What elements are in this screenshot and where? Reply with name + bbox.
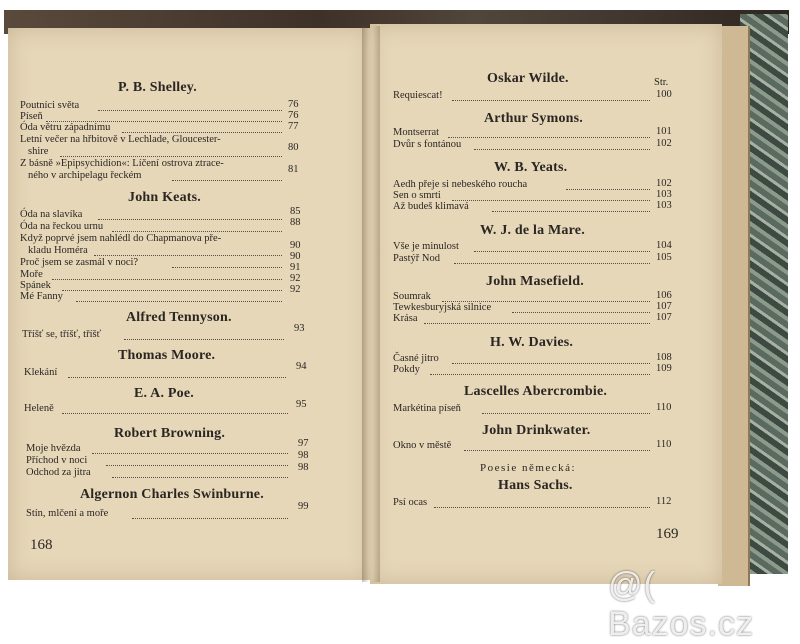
toc-page: 92 bbox=[290, 284, 301, 295]
leader-dots bbox=[52, 278, 282, 280]
toc-entry: Soumrak bbox=[393, 291, 431, 302]
author-heading: Lascelles Abercrombie. bbox=[464, 384, 608, 399]
leader-dots bbox=[92, 452, 288, 454]
leader-dots bbox=[454, 262, 650, 264]
leader-dots bbox=[94, 254, 282, 256]
toc-page: 76 bbox=[288, 110, 299, 121]
leader-dots bbox=[112, 476, 288, 478]
toc-entry: Proč jsem se zasmál v noci? bbox=[20, 257, 139, 268]
leader-dots bbox=[132, 517, 288, 519]
leader-dots bbox=[98, 218, 282, 220]
toc-entry: Odchod za jitra bbox=[26, 467, 91, 478]
toc-page: 99 bbox=[298, 501, 309, 512]
toc-page: 100 bbox=[656, 89, 672, 100]
leader-dots bbox=[76, 300, 282, 302]
toc-entry: Až budeš klimavá bbox=[393, 201, 469, 212]
author-heading: Robert Browning. bbox=[114, 426, 226, 441]
toc-page: 76 bbox=[288, 99, 299, 110]
toc-entry: Vše je minulost bbox=[393, 241, 459, 252]
leader-dots bbox=[474, 148, 650, 150]
toc-page: 101 bbox=[656, 126, 672, 137]
page-edges bbox=[718, 26, 750, 586]
toc-entry: Óda větru západnímu bbox=[20, 122, 111, 133]
toc-entry: Sen o smrti bbox=[393, 190, 441, 201]
toc-entry: Klekání bbox=[24, 367, 58, 378]
toc-entry: Óda na slavíka bbox=[20, 209, 83, 220]
toc-entry: Pastýř Nod bbox=[393, 253, 440, 264]
page-number: 168 bbox=[30, 537, 53, 553]
toc-page: 109 bbox=[656, 363, 672, 374]
toc-page: 88 bbox=[290, 217, 301, 228]
toc-entry: Dvůr s fontánou bbox=[393, 139, 462, 150]
author-heading: Alfred Tennyson. bbox=[126, 310, 232, 325]
toc-entry: Óda na řeckou urnu bbox=[20, 221, 104, 232]
toc-entry: Tříšť se, tříšť, tříšť bbox=[22, 329, 102, 340]
toc-page: 103 bbox=[656, 189, 672, 200]
language-subheading: Poesie německá: bbox=[480, 462, 577, 474]
leader-dots bbox=[434, 506, 650, 508]
leader-dots bbox=[464, 449, 650, 451]
toc-page: 108 bbox=[656, 352, 672, 363]
toc-page: 77 bbox=[288, 121, 299, 132]
toc-entry: Z básně »Epipsychidion«: Líčení ostrova ztrace- bbox=[20, 158, 224, 169]
leader-dots bbox=[452, 199, 650, 201]
author-heading: Hans Sachs. bbox=[498, 478, 573, 493]
leader-dots bbox=[566, 188, 650, 190]
toc-page: 104 bbox=[656, 240, 672, 251]
page-column-label: Str. bbox=[654, 77, 669, 88]
toc-entry: Markétina píseň bbox=[393, 403, 461, 414]
toc-entry: Psí ocas bbox=[393, 497, 428, 508]
toc-entry: Heleně bbox=[24, 403, 54, 414]
toc-entry: Aedh přeje si nebeského roucha bbox=[393, 179, 528, 190]
toc-page: 110 bbox=[656, 439, 672, 450]
leader-dots bbox=[112, 230, 282, 232]
toc-entry: Requiescat! bbox=[393, 90, 443, 101]
toc-entry: Moře bbox=[20, 269, 43, 280]
toc-page: 98 bbox=[298, 450, 309, 461]
toc-entry: Poutníci světa bbox=[20, 100, 80, 111]
leader-dots bbox=[482, 412, 650, 414]
author-heading: H. W. Davies. bbox=[490, 335, 574, 350]
author-heading: John Masefield. bbox=[486, 274, 584, 289]
leader-dots bbox=[172, 179, 282, 181]
toc-page: 112 bbox=[656, 496, 672, 507]
toc-entry: kladu Homéra bbox=[28, 245, 88, 256]
toc-entry: Mé Fanny bbox=[20, 291, 63, 302]
leader-dots bbox=[452, 362, 650, 364]
leader-dots bbox=[430, 373, 650, 375]
author-heading: Thomas Moore. bbox=[118, 348, 216, 363]
toc-entry: Tewkesburyjská silnice bbox=[393, 302, 492, 313]
leader-dots bbox=[448, 136, 650, 138]
toc-page: 93 bbox=[294, 323, 305, 334]
toc-page: 98 bbox=[298, 462, 309, 473]
toc-page: 103 bbox=[656, 200, 672, 211]
toc-page: 92 bbox=[290, 273, 301, 284]
leader-dots bbox=[62, 412, 288, 414]
author-heading: Oskar Wilde. bbox=[487, 71, 569, 86]
toc-page: 94 bbox=[296, 361, 307, 372]
leader-dots bbox=[452, 99, 650, 101]
toc-entry: Když poprvé jsem nahlédl do Chapmanova pře- bbox=[20, 233, 222, 244]
watermark-logo: @( Bazos.cz bbox=[608, 566, 754, 643]
toc-page: 102 bbox=[656, 138, 672, 149]
leader-dots bbox=[512, 311, 650, 313]
toc-entry: Montserrat bbox=[393, 127, 440, 138]
toc-entry: ného v archipelagu řeckém bbox=[28, 170, 142, 181]
toc-page: 102 bbox=[656, 178, 672, 189]
toc-page: 90 bbox=[290, 240, 301, 251]
leader-dots bbox=[492, 210, 650, 212]
toc-page: 85 bbox=[290, 206, 301, 217]
toc-page: 105 bbox=[656, 252, 672, 263]
toc-entry: Letní večer na hřbitově v Lechlade, Gloucester- bbox=[20, 134, 221, 145]
toc-entry: Spánek bbox=[20, 280, 51, 291]
leader-dots bbox=[474, 250, 650, 252]
leader-dots bbox=[122, 131, 282, 133]
author-heading: John Keats. bbox=[128, 190, 201, 205]
toc-page: 97 bbox=[298, 438, 309, 449]
toc-page: 91 bbox=[290, 262, 301, 273]
toc-page: 95 bbox=[296, 399, 307, 410]
toc-page: 106 bbox=[656, 290, 672, 301]
toc-entry: Krása bbox=[393, 313, 418, 324]
leader-dots bbox=[124, 338, 284, 340]
leader-dots bbox=[68, 376, 286, 378]
toc-entry: Stín, mlčení a moře bbox=[26, 508, 109, 519]
author-heading: John Drinkwater. bbox=[482, 423, 591, 438]
author-heading: Algernon Charles Swinburne. bbox=[80, 487, 264, 502]
toc-entry: Moje hvězda bbox=[26, 443, 81, 454]
leader-dots bbox=[62, 289, 282, 291]
toc-entry: Příchod v noci bbox=[26, 455, 88, 466]
toc-entry: Okno v městě bbox=[393, 440, 452, 451]
toc-entry: shire bbox=[28, 146, 49, 157]
author-heading: Arthur Symons. bbox=[484, 111, 584, 126]
author-heading: E. A. Poe. bbox=[134, 386, 194, 401]
leader-dots bbox=[60, 155, 282, 157]
toc-entry: Píseň bbox=[20, 111, 43, 122]
leader-dots bbox=[98, 109, 282, 111]
leader-dots bbox=[106, 464, 288, 466]
leader-dots bbox=[424, 322, 650, 324]
toc-page: 107 bbox=[656, 312, 672, 323]
leader-dots bbox=[172, 266, 282, 268]
author-heading: W. B. Yeats. bbox=[494, 160, 568, 175]
toc-page: 107 bbox=[656, 301, 672, 312]
book-gutter bbox=[362, 26, 380, 582]
toc-page: 90 bbox=[290, 251, 301, 262]
author-heading: P. B. Shelley. bbox=[118, 80, 197, 95]
page-number: 169 bbox=[656, 526, 679, 542]
toc-entry: Časné jitro bbox=[393, 353, 439, 364]
toc-entry: Pokdy bbox=[393, 364, 420, 375]
toc-page: 80 bbox=[288, 142, 299, 153]
toc-page: 110 bbox=[656, 402, 672, 413]
toc-page: 81 bbox=[288, 164, 299, 175]
author-heading: W. J. de la Mare. bbox=[480, 223, 585, 238]
